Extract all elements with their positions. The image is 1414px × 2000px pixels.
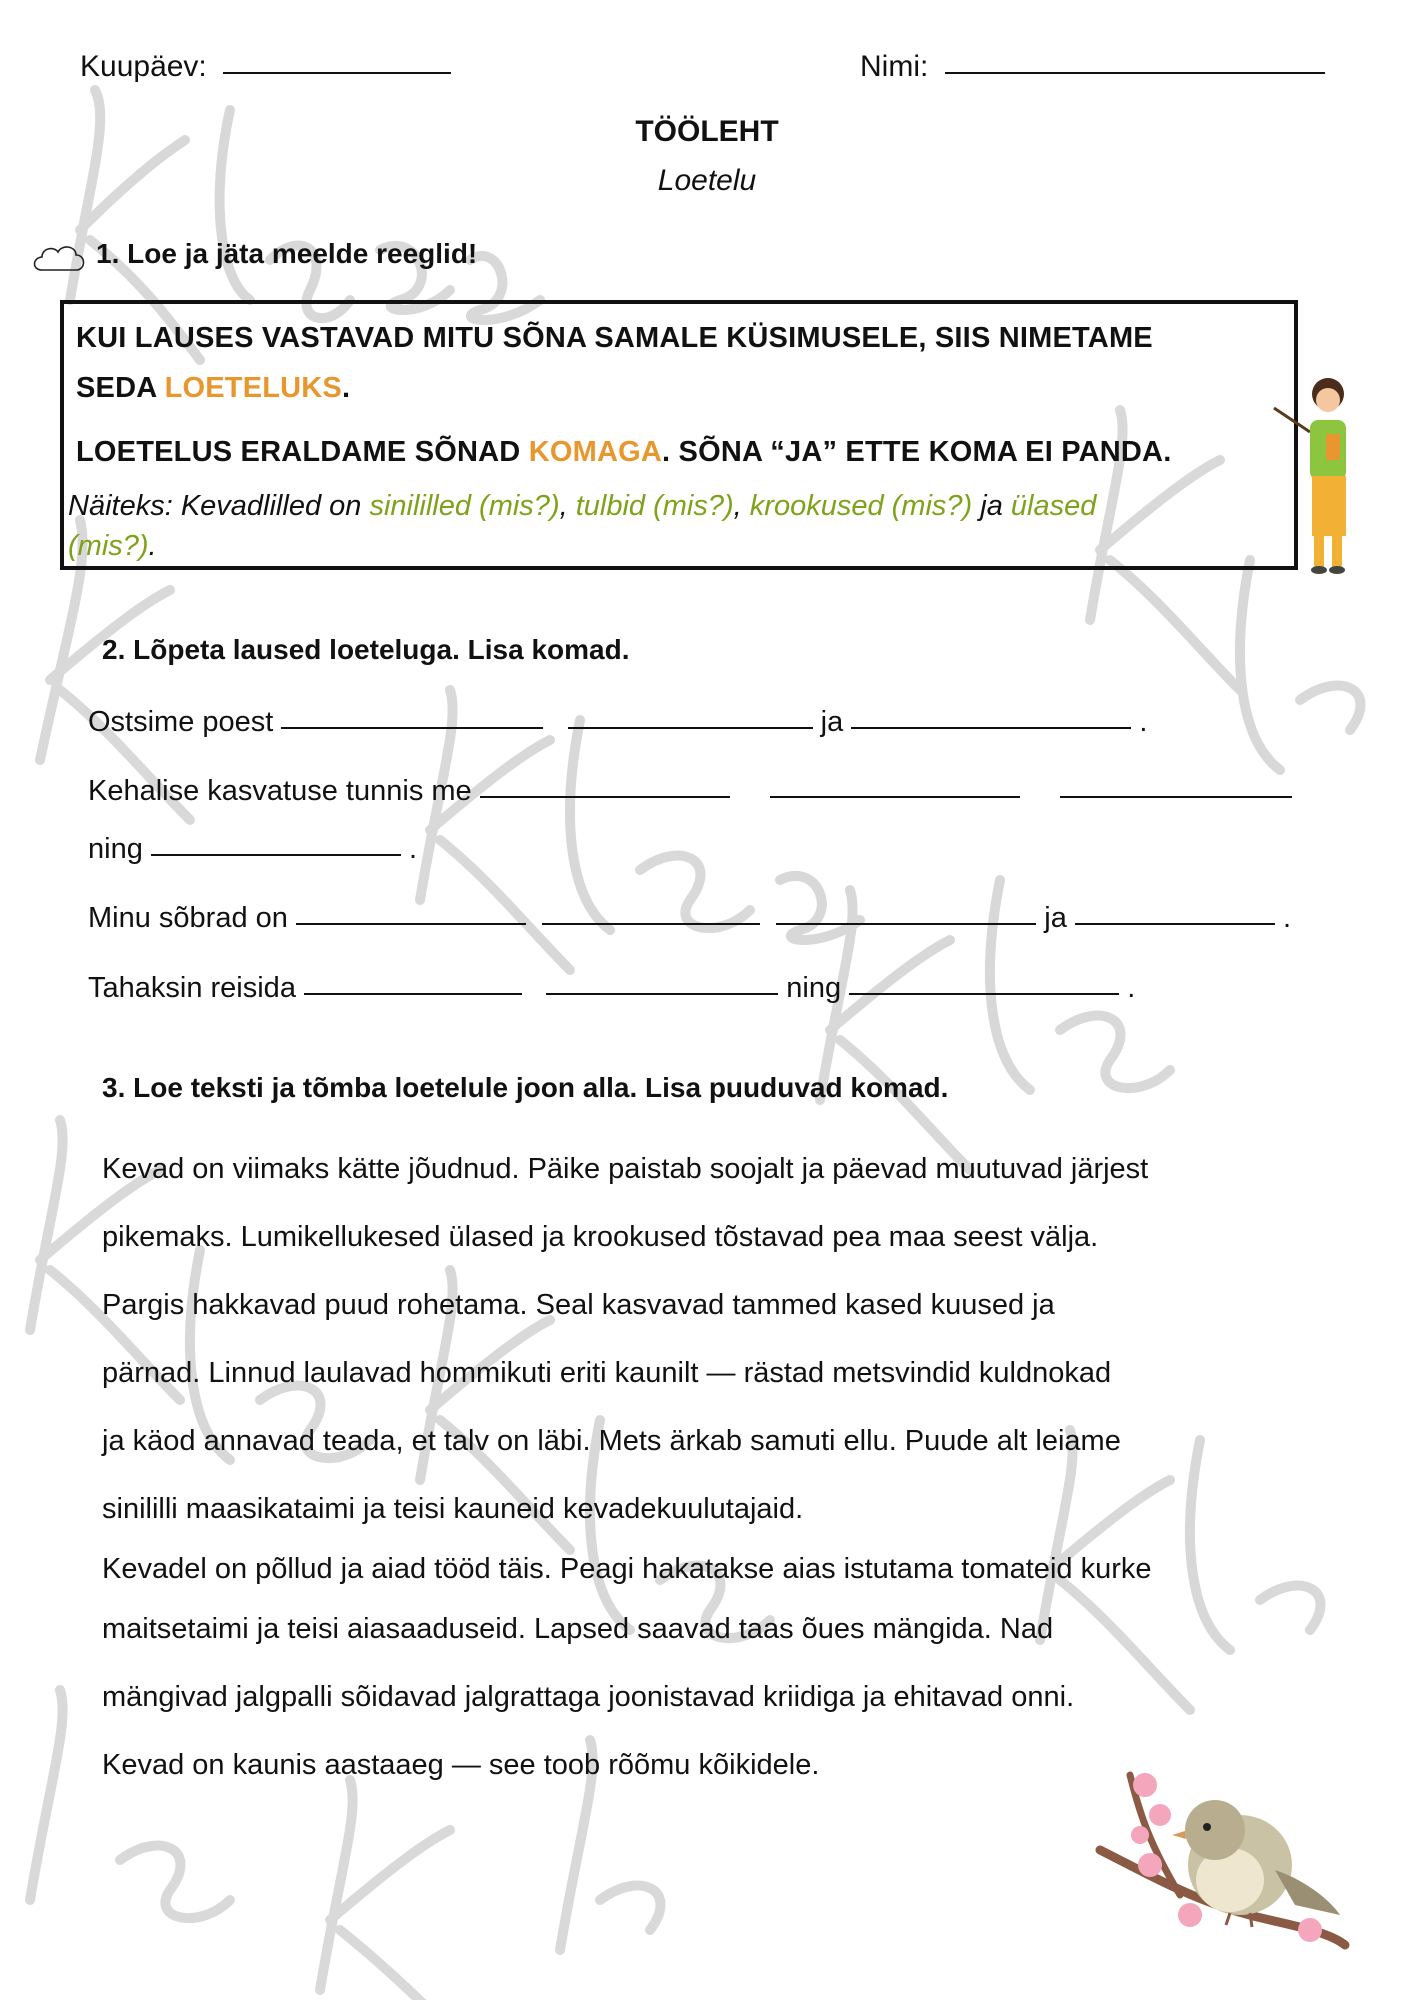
name-label: Nimi: (860, 50, 929, 83)
example-prefix: Näiteks: Kevadlilled on (68, 490, 370, 522)
sentence-2 (88, 775, 1292, 808)
rule2-text: LOETELUS ERALDAME SÕNAD (76, 436, 529, 468)
answer-blank[interactable] (542, 923, 760, 925)
sentence-1 (88, 706, 1147, 739)
page-subtitle: Loetelu (657, 164, 757, 197)
rule1-line2 (76, 372, 350, 405)
answer-blank[interactable] (849, 993, 1119, 995)
text-line: pikemaks. Lumikellukesed ülased ja krookused tõstavad pea maa seest välja. (102, 1221, 1099, 1253)
answer-blank[interactable] (776, 923, 1036, 925)
rule2-highlight: KOMAGA (528, 436, 663, 468)
teacher-illustration (1270, 372, 1370, 577)
sentence-2-cont (88, 833, 417, 866)
task2-heading: 2. Lõpeta laused loeteluga. Lisa komad. (102, 634, 630, 665)
answer-blank[interactable] (851, 727, 1131, 729)
example-item: krookused (mis?) (749, 490, 973, 522)
answer-blank[interactable] (1060, 796, 1292, 798)
example-item: ülased (1010, 490, 1097, 522)
answer-blank[interactable] (480, 796, 730, 798)
sentence-end: . (1139, 706, 1148, 738)
example-item: tulbid (mis?) (575, 490, 734, 522)
sentence-text: ja (820, 706, 844, 738)
sentence-text: Tahaksin reisida (88, 972, 296, 1004)
text-line: Kevad on kaunis aastaaeg — see toob rõõmu kõikidele. (102, 1749, 820, 1781)
answer-blank[interactable] (770, 796, 1020, 798)
text-line: Kevadel on põllud ja aiad tööd täis. Peagi hakatakse aias istutama tomateid kurke (102, 1553, 1152, 1585)
date-field[interactable] (80, 50, 451, 84)
sentence-text: Ostsime poest (88, 706, 274, 738)
name-blank[interactable] (945, 72, 1325, 74)
answer-blank[interactable] (546, 993, 778, 995)
rule1-line1: KUI LAUSES VASTAVAD MITU SÕNA SAMALE KÜSIMUSELE, SIIS NIMETAME (76, 322, 1153, 354)
sentence-end: . (1127, 972, 1136, 1004)
answer-blank[interactable] (296, 923, 526, 925)
example-end: . (148, 530, 157, 562)
sentence-4 (88, 972, 1135, 1005)
text-line: pärnad. Linnud laulavad hommikuti eriti kaunilt — rästad metsvindid kuldnokad (102, 1357, 1112, 1389)
bird-on-branch-illustration (1090, 1755, 1350, 1955)
rule1-text: SEDA (76, 372, 165, 404)
rule1-highlight: LOETELUKS (164, 372, 342, 404)
text-line: mängivad jalgpalli sõidavad jalgrattaga joonistavad kriidiga ja ehitavad onni. (102, 1681, 1075, 1713)
answer-blank[interactable] (304, 993, 522, 995)
reading-text (102, 1135, 1332, 1799)
sentence-end: . (1282, 902, 1292, 934)
text-line: Pargis hakkavad puud rohetama. Seal kasvavad tammed kased kuused ja (102, 1289, 1055, 1321)
answer-blank[interactable] (281, 727, 543, 729)
example-separator: , (733, 490, 750, 522)
sentence-text: Minu sõbrad on (88, 902, 288, 934)
sentence-text: Kehalise kasvatuse tunnis me (88, 775, 472, 807)
answer-blank[interactable] (1075, 923, 1275, 925)
cloud-icon (30, 240, 90, 278)
text-line: sinililli maasikataimi ja teisi kauneid kevadekuulutajaid. (102, 1493, 804, 1525)
sentence-text: ning (88, 833, 143, 865)
task3-heading: 3. Loe teksti ja tõmba loetelule joon alla. Lisa puuduvad komad. (102, 1072, 949, 1103)
name-field[interactable] (860, 50, 1325, 84)
example-item: sinililled (mis?) (369, 490, 560, 522)
sentence-end: . (408, 833, 418, 865)
example-item: (mis?) (68, 530, 149, 562)
example-text (68, 486, 1298, 566)
date-blank[interactable] (223, 72, 451, 74)
date-label: Kuupäev: (80, 50, 207, 83)
example-separator: , (559, 490, 576, 522)
answer-blank[interactable] (568, 727, 813, 729)
text-line: ja käod annavad teada, et talv on läbi. Mets ärkab samuti ellu. Puude alt leiame (102, 1425, 1121, 1457)
page-title: TÖÖLEHT (635, 115, 779, 148)
rule-box (60, 300, 1298, 570)
sentence-3 (88, 902, 1291, 935)
example-separator: ja (972, 490, 1011, 522)
task1-heading: 1. Loe ja jäta meelde reeglid! (96, 238, 478, 269)
rule2-line (76, 436, 1171, 469)
text-line: maitsetaimi ja teisi aiasaaduseid. Lapsed saavad taas õues mängida. Nad (102, 1613, 1054, 1645)
answer-blank[interactable] (151, 854, 401, 856)
rule1-period: . (341, 372, 351, 404)
sentence-text: ning (786, 972, 842, 1004)
rule2-text-end: . SÕNA “JA” ETTE KOMA EI PANDA. (662, 436, 1172, 468)
sentence-text: ja (1044, 902, 1067, 934)
text-line: Kevad on viimaks kätte jõudnud. Päike paistab soojalt ja päevad muutuvad järjest (102, 1153, 1149, 1185)
